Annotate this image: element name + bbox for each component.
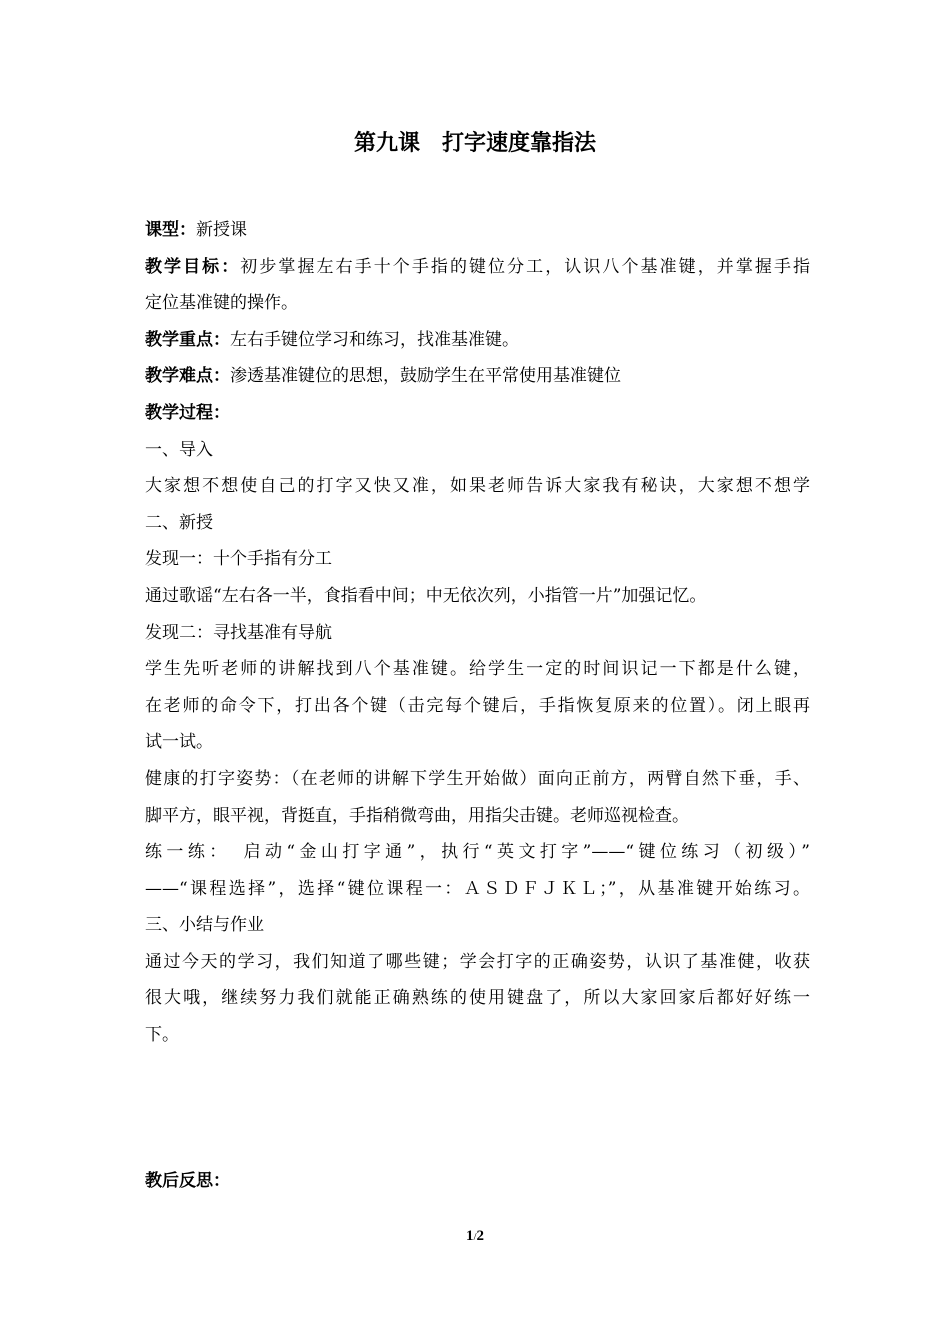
paragraph-line: 发现二：寻找基准有导航 xyxy=(145,622,332,643)
paragraph-line: ——“课程选择”，选择“键位课程一：ＡＳＤＦＪＫＬ；”，从基准键开始练习。 xyxy=(145,878,810,899)
paragraph-line: 下。 xyxy=(145,1025,179,1046)
key-points-label: 教学重点： xyxy=(145,329,230,350)
section-heading-new-lesson: 二、新授 xyxy=(145,512,213,533)
page-total: 2 xyxy=(476,1228,485,1244)
paragraph-line: 练一练： 启动“金山打字通”，执行“英文打字”——“键位练习（初级）” xyxy=(145,842,810,863)
paragraph-line: 在老师的命令下，打出各个键（击完每个键后，手指恢复原来的位置）。闭上眼再 xyxy=(145,695,810,716)
reflection-label: 教后反思： xyxy=(145,1171,230,1192)
blank-line xyxy=(145,1090,810,1127)
key-points-row xyxy=(145,322,810,359)
objective-row xyxy=(145,249,810,286)
difficulties-label: 教学难点： xyxy=(145,366,230,387)
paragraph-line: 健康的打字姿势：（在老师的讲解下学生开始做）面向正前方，两臂自然下垂，手、 xyxy=(145,768,810,789)
course-type-row xyxy=(145,212,810,249)
paragraph-line: 通过今天的学习，我们知道了哪些键；学会打字的正确姿势，认识了基准健，收获 xyxy=(145,951,810,972)
difficulties-row xyxy=(145,358,810,395)
course-type-label: 课型： xyxy=(145,220,196,240)
page-number xyxy=(0,1228,950,1245)
objective-text-line1: 初步掌握左右手十个手指的键位分工，认识八个基准键，并掌握手指 xyxy=(240,256,810,277)
paragraph-line: 发现一：十个手指有分工 xyxy=(145,549,332,570)
paragraph-line: 学生先听老师的讲解找到八个基准键。给学生一定的时间识记一下都是什么键， xyxy=(145,659,810,680)
section-heading-intro: 一、导入 xyxy=(145,439,213,460)
blank-line xyxy=(145,1127,810,1164)
course-type-value: 新授课 xyxy=(196,220,247,240)
section-heading-summary: 三、小结与作业 xyxy=(145,915,264,936)
page-title: 第九课 打字速度靠指法 xyxy=(353,130,596,156)
paragraph-line: 脚平方，眼平视，背挺直，手指稍微弯曲，用指尖击键。老师巡视检查。 xyxy=(145,805,689,826)
blank-line xyxy=(145,1054,810,1091)
document-body xyxy=(145,212,810,1200)
paragraph-line: 试一试。 xyxy=(145,732,213,753)
page-current: 1 xyxy=(465,1228,474,1244)
process-label: 教学过程： xyxy=(145,402,230,423)
objective-text-line2: 定位基准键的操作。 xyxy=(145,293,298,314)
paragraph-line: 大家想不想使自己的打字又快又准，如果老师告诉大家我有秘诀，大家想不想学 xyxy=(145,476,810,497)
key-points-value: 左右手键位学习和练习，找准基准键。 xyxy=(230,329,519,350)
objective-label: 教学目标： xyxy=(145,256,241,277)
paragraph-line: 通过歌谣“左右各一半，食指看中间；中无依次列，小指管一片”加强记忆。 xyxy=(145,585,707,606)
paragraph-line: 很大哦，继续努力我们就能正确熟练的使用键盘了，所以大家回家后都好好练一 xyxy=(145,988,810,1009)
page-separator: / xyxy=(473,1231,477,1243)
difficulties-value: 渗透基准键位的思想，鼓励学生在平常使用基准键位 xyxy=(230,366,621,387)
